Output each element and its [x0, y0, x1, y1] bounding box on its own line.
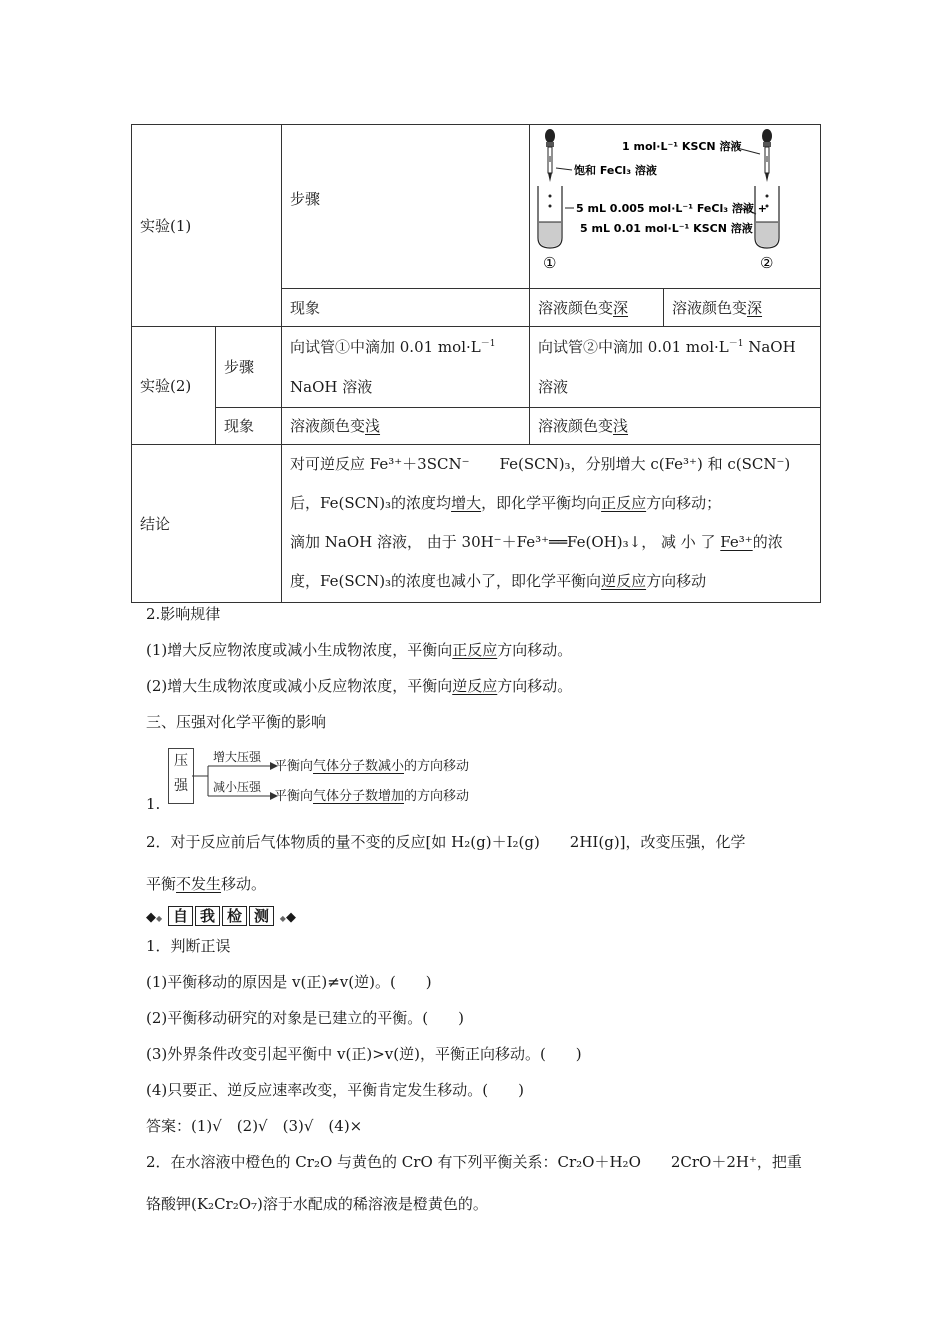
section3-title: 三、压强对化学平衡的影响	[146, 713, 327, 731]
pressure-box: 压 强	[168, 748, 194, 804]
exp2-phen-label: 现象	[216, 408, 282, 445]
rule-2: (2)增大生成物浓度或减小反应物浓度，平衡向逆反应方向移动。	[146, 677, 573, 695]
exp1-phen-label: 现象	[282, 289, 530, 327]
conclusion-line-2: 后，Fe(SCN)₃的浓度均增大，即化学平衡均向正反应方向移动；	[290, 494, 722, 512]
q2-line-1: 2．在水溶液中橙色的 Cr₂O 与黄色的 CrO 有下列平衡关系：Cr₂O＋H₂O 2CrO＋2H⁺，把重	[146, 1153, 802, 1171]
pressure-diagram	[168, 748, 508, 808]
q1-item-1: (1)平衡移动的原因是 v(正)≠v(逆)。( )	[146, 973, 432, 991]
diamond-icon: ◆	[146, 910, 156, 925]
test-tube-2-icon	[755, 186, 779, 248]
banner-char-4: 测	[249, 906, 274, 926]
tube-2-number: ②	[760, 253, 774, 272]
q1-answer: 答案：(1)√ (2)√ (3)√ (4)×	[146, 1117, 363, 1135]
increase-pressure-label: 增大压强	[213, 750, 262, 764]
section3-item-2-line-1: 2．对于反应前后气体物质的量不变的反应[如 H₂(g)＋I₂(g) 2HI(g)]，改变压强，化学	[146, 833, 746, 851]
conclusion-line-3: 滴加 NaOH 溶液， 由于 30H⁻＋Fe³⁺══Fe(OH)₃↓， 减 小 了 Fe³⁺的浓	[290, 533, 783, 551]
banner-char-1: 自	[168, 906, 193, 926]
diamond-icon: ◆	[285, 910, 296, 925]
conclusion-line-4: 度，Fe(SCN)₃的浓度也减小了，即化学平衡向逆反应方向移动	[290, 572, 707, 590]
exp2-label: 实验(2)	[132, 327, 216, 445]
fecl3-sat-label: 饱和 FeCl₃ 溶液	[574, 163, 657, 177]
q1-item-3: (3)外界条件改变引起平衡中 v(正)>v(逆)，平衡正向移动。( )	[146, 1045, 582, 1063]
tube-fecl3-label: 5 mL 0.005 mol·L⁻¹ FeCl₃ 溶液 +	[576, 201, 767, 215]
banner-char-2: 我	[195, 906, 220, 926]
exp2-phen-2: 溶液颜色变浅	[530, 408, 821, 445]
exp1-phen-1: 溶液颜色变深	[530, 289, 664, 327]
q1-item-4: (4)只要正、逆反应速率改变，平衡肯定发生移动。( )	[146, 1081, 524, 1099]
exp2-step-label: 步骤	[216, 327, 282, 408]
experiment-table	[131, 124, 821, 603]
conclusion-text	[282, 445, 821, 603]
conclusion-line-1: 对可逆反应 Fe³⁺＋3SCN⁻ Fe(SCN)₃，分别增大 c(Fe³⁺) 和 c(SCN⁻)	[290, 455, 791, 473]
q2-line-2: 铬酸钾(K₂Cr₂O₇)溶于水配成的稀溶液是橙黄色的。	[146, 1195, 488, 1213]
test-tube-diagram	[530, 126, 820, 288]
exp1-phen-2: 溶液颜色变深	[664, 289, 821, 327]
banner-char-3: 检	[222, 906, 247, 926]
exp2-step-1: 向试管①中滴加 0.01 $mol\cdot L^{-1}$ NaOH 溶液	[282, 327, 530, 408]
exp2-phen-1: 溶液颜色变浅	[282, 408, 530, 445]
q1-title: 1．判断正误	[146, 937, 231, 955]
section2-title: 2.影响规律	[146, 605, 221, 623]
small-diamond-icon: ◆	[279, 914, 286, 923]
self-check-banner	[146, 906, 296, 928]
left-dropper-icon	[545, 129, 555, 182]
exp2-step-2: 向试管②中滴加 0.01 $mol\cdot L^{-1}$ NaOH 溶液	[530, 327, 821, 408]
test-tube-1-icon	[538, 186, 562, 248]
right-dropper-icon	[762, 129, 772, 182]
section3-item-2-line-2: 平衡不发生移动。	[146, 875, 267, 893]
rule-1: (1)增大反应物浓度或减小生成物浓度，平衡向正反应方向移动。	[146, 641, 573, 659]
q1-item-2: (2)平衡移动研究的对象是已建立的平衡。( )	[146, 1009, 464, 1027]
exp1-diagram-cell	[530, 125, 821, 289]
exp1-step-label: 步骤	[282, 125, 530, 289]
small-diamond-icon: ◆	[156, 914, 163, 923]
tube-1-number: ①	[543, 253, 557, 272]
section3-item-1-number: 1.	[146, 795, 161, 813]
increase-pressure-result: 平衡向气体分子数减小的方向移动	[274, 759, 470, 774]
exp1-label: 实验(1)	[132, 125, 282, 327]
conclusion-label: 结论	[132, 445, 282, 603]
kscn-label: 1 mol·L⁻¹ KSCN 溶液	[622, 139, 742, 153]
decrease-pressure-result: 平衡向气体分子数增加的方向移动	[274, 789, 470, 804]
tube-kscn-label: 5 mL 0.01 mol·L⁻¹ KSCN 溶液	[580, 221, 753, 235]
decrease-pressure-label: 减小压强	[213, 780, 262, 794]
